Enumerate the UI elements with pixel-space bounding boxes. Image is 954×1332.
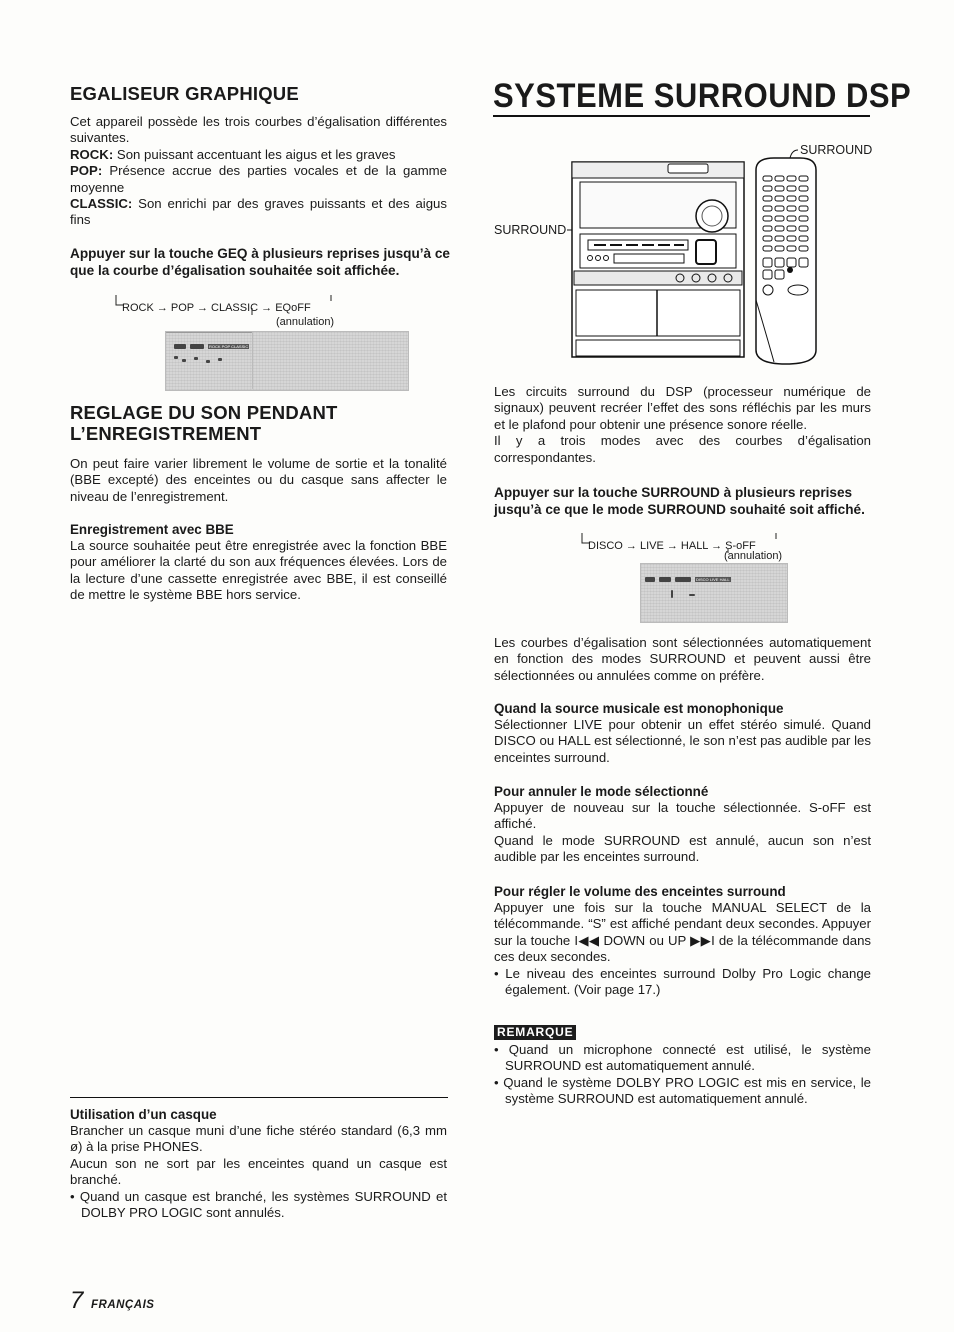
bbe-text: La source souhaitée peut être enregistrée avec la fonction BBE pour améliorer la clarté du son aux fréquences élevées. Lors de la lecture d’une cassette enregistrée avec BBE, il est conseillé de mettre le système BBE hors service. <box>70 538 447 603</box>
heading-reglage-line1: REGLAGE DU SON PENDANT <box>70 402 338 423</box>
label-surround-unit: SURROUND <box>494 223 567 237</box>
volume-bullet: • Le niveau des enceintes surround Dolby Pro Logic change également. (Voir page 17.) <box>494 965 871 998</box>
surround-annulation: (annulation) <box>724 550 783 562</box>
eq-instruction: Appuyer sur la touche GEQ à plusieurs reprises jusqu’à ce que la courbe d’égalisation souhaitée soit affichée. <box>70 246 450 278</box>
volume-title: Pour régler le volume des enceintes surround <box>494 884 786 899</box>
bbe-title: Enregistrement avec BBE <box>70 522 234 537</box>
heading-reglage-line2: L’ENREGISTREMENT <box>70 423 262 444</box>
surround-auto: Les courbes d’égalisation sont sélectionnées automatiquement en fonction des modes SURROUND et peuvent aussi être sélectionnées ou annulées comme on préfère. <box>494 635 871 683</box>
casque-text <box>70 1123 447 1221</box>
eq-flow-sequence: ROCK → POP → CLASSIC → EQoFF <box>122 302 311 314</box>
surround-intro-2: Il y a trois modes avec des courbes d’égalisation correspondantes. <box>494 433 871 465</box>
volume-text <box>494 900 871 998</box>
surround-instruction: Appuyer sur la touche SURROUND à plusieurs reprises jusqu’à ce que le mode SURROUND souhaité soit affiché. <box>494 485 865 517</box>
volume-text-main: Appuyer une fois sur la touche MANUAL SELECT de la télécommande. “S” est affiché pendant deux secondes. Appuyer sur la touche I◀◀ DOWN ou UP ▶▶I de la télécommande dans ces deux secondes. <box>494 900 871 965</box>
heading-reglage <box>70 402 338 444</box>
eq-rock-term: ROCK: <box>70 146 114 162</box>
remarque-badge: REMARQUE <box>494 1025 576 1040</box>
footer-language: FRANÇAIS <box>91 1299 155 1311</box>
eq-classic-term: CLASSIC: <box>70 196 133 212</box>
remarque-item-1: • Quand un microphone connecté est utilisé, le système SURROUND est automatiquement annulé. <box>494 1042 871 1074</box>
heading-surround-dsp: SYSTEME SURROUND DSP <box>493 75 912 116</box>
cancel-title: Pour annuler le mode sélectionné <box>494 784 709 799</box>
eq-pop-term: POP: <box>70 163 103 179</box>
eq-rock <box>70 147 447 163</box>
eq-intro: Cet appareil possède les trois courbes d’égalisation différentes suivantes. <box>70 114 447 146</box>
eq-text-block <box>70 114 447 229</box>
page-number: 7 <box>70 1287 84 1314</box>
casque-title: Utilisation d’un casque <box>70 1107 217 1122</box>
remarque-badge-wrap <box>494 1024 576 1040</box>
remarque-item-2: • Quand le système DOLBY PRO LOGIC est mis en service, le système SURROUND est automatiquement annulé. <box>494 1074 871 1107</box>
rec-intro: On peut faire varier librement le volume de sortie et la tonalité (BBE excepté) des enceintes ou du casque sans affecter le niveau de l’enregistrement. <box>70 456 447 504</box>
mono-text: Sélectionner LIVE pour obtenir un effet stéréo simulé. Quand DISCO ou HALL est sélectionné, le son n’est pas audible par les enceintes surround. <box>494 717 871 765</box>
label-surround-remote: SURROUND <box>800 143 873 157</box>
casque-p1: Brancher un casque muni d’une fiche stéréo standard (6,3 mm ø) à la prise PHONES. <box>70 1123 447 1155</box>
eq-classic <box>70 196 447 229</box>
eq-pop <box>70 163 447 196</box>
eq-classic-desc: Son enrichi par des graves puissants et des aigus fins <box>70 196 447 228</box>
heading-egaliseur: EGALISEUR GRAPHIQUE <box>70 83 299 104</box>
surround-intro-1: Les circuits surround du DSP (processeur numérique de signaux) peuvent recréer l’effet des sons réfléchis par les murs et le plafond pour obtenir une présence sonore réelle. <box>494 384 871 432</box>
remarque-list <box>494 1042 871 1108</box>
eq-annulation: (annulation) <box>276 316 335 328</box>
stereo-system-illustration <box>560 140 830 365</box>
cancel-text-2: Quand le mode SURROUND est annulé, aucun son n’est audible par les enceintes surround. <box>494 832 871 865</box>
casque-p2: Aucun son ne sort par les enceintes quand un casque est branché. <box>70 1155 447 1188</box>
surround-display-panel: DISCO LIVE HALL <box>640 563 788 623</box>
page-footer <box>70 1288 154 1314</box>
eq-display-panel: ROCK POP CLASSIC <box>165 331 409 391</box>
surround-flow-sequence: DISCO → LIVE → HALL → S-oFF <box>588 540 756 552</box>
surround-intro <box>494 384 871 466</box>
cancel-text-1: Appuyer de nouveau sur la touche sélectionnée. S-oFF est affiché. <box>494 800 871 832</box>
mono-title: Quand la source musicale est monophonique <box>494 701 784 716</box>
heading-rule <box>493 115 870 117</box>
eq-pop-desc: Présence accrue des parties vocales et de la gamme moyenne <box>70 163 447 195</box>
eq-rock-desc: Son puissant accentuant les aigus et les graves <box>113 146 396 162</box>
casque-rule <box>70 1097 448 1098</box>
casque-bullet: • Quand un casque est branché, les systèmes SURROUND et DOLBY PRO LOGIC sont annulés. <box>70 1188 447 1221</box>
cancel-text <box>494 800 871 866</box>
